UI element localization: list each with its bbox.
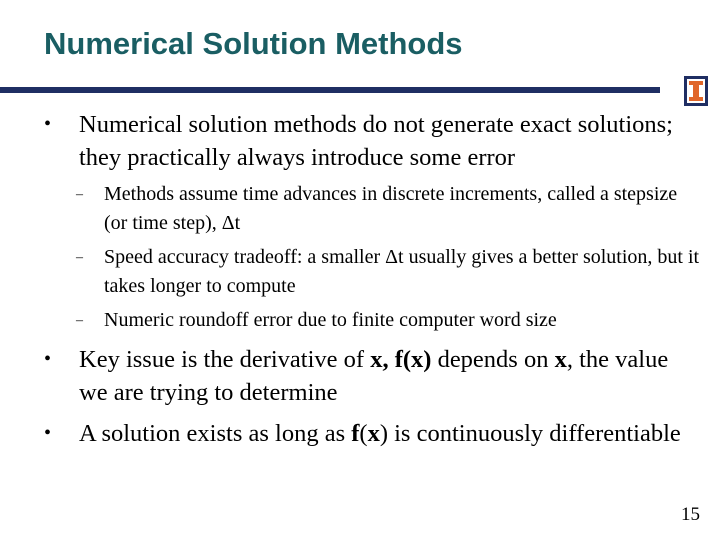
bullet-1	[44, 108, 699, 174]
bullet-2-text-c: depends on	[431, 346, 555, 373]
bullet-3-text-a: A solution exists as long as	[79, 420, 352, 447]
dash-marker: –	[76, 187, 83, 202]
page-number: 15	[681, 504, 700, 525]
bullet-marker: •	[44, 422, 52, 444]
bullet-3-text-e: ) is continuously differentiable	[379, 420, 681, 447]
sub-bullet-1-text: Methods assume time advances in discrete increments, called a stepsize (or time step), Δt	[104, 183, 678, 234]
bullet-marker: •	[44, 348, 52, 370]
sub-bullet-3-text: Numeric roundoff error due to finite computer word size	[104, 309, 557, 331]
sub-bullet-2	[76, 243, 704, 301]
bullet-3-text-d: x	[367, 420, 380, 447]
bullet-2-text-a: Key issue is the derivative of	[79, 346, 371, 373]
bullet-marker: •	[44, 113, 52, 135]
bullet-3-text-b: f	[351, 420, 360, 447]
dash-marker: –	[76, 313, 83, 328]
bullet-2-text-b: x, f(x)	[370, 346, 432, 373]
sub-bullet-3	[76, 306, 704, 335]
bullet-3-text-c: (	[359, 420, 368, 447]
bullet-2	[44, 343, 699, 409]
bullet-3	[44, 417, 699, 450]
sub-bullet-1	[76, 180, 704, 238]
dash-marker: –	[76, 250, 83, 265]
bullet-2-text-d: x	[554, 346, 567, 373]
sub-bullet-2-text: Speed accuracy tradeoff: a smaller Δt usually gives a better solution, but it takes longer to compute	[104, 246, 700, 297]
bullet-1-text: Numerical solution methods do not generate exact solutions; they practically always introduce some error	[79, 111, 673, 171]
bullet-2-text-e: , the value we are trying to determine	[79, 346, 669, 406]
slide-title: Numerical Solution Methods	[44, 26, 463, 61]
